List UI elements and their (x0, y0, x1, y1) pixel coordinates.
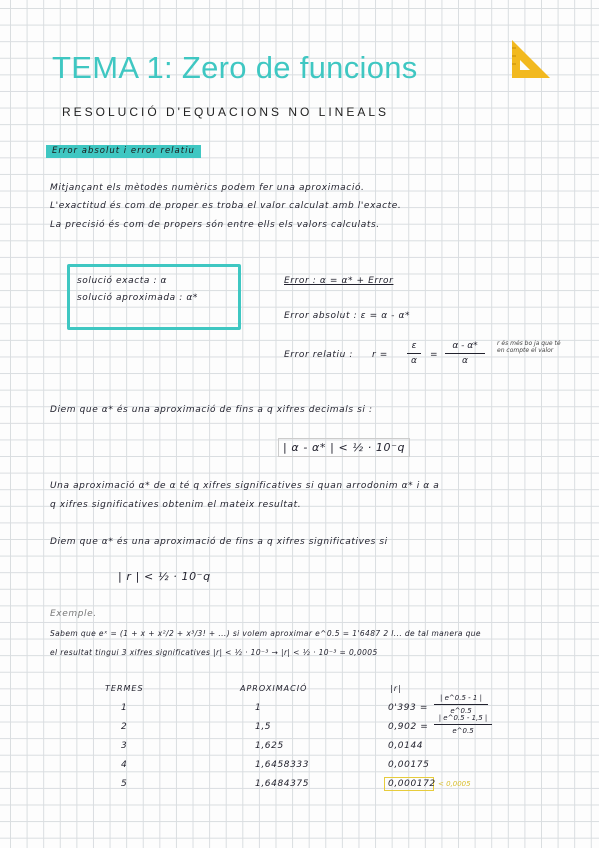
example-label: Exemple. (50, 609, 97, 619)
threshold-note: < 0,0005 (438, 780, 471, 788)
error-definition: Error : α = α* + Error (284, 276, 394, 286)
row-1-formula-num: | e^0.5 - 1 | (440, 694, 482, 702)
relative-error-equals: = (430, 350, 439, 360)
table-header-r: |r| (390, 684, 402, 693)
subtitle: RESOLUCIÓ D'EQUACIONS NO LINEALS (62, 105, 390, 119)
absolute-error: Error absolut : ε = α - α* (284, 311, 411, 321)
table-row-2-aprox: 1,5 (255, 722, 272, 732)
example-line-2: el resultat tingui 3 xifres significatives |r| < ½ · 10⁻³ → |r| < ½ · 10⁻³ = 0,0005 (50, 648, 378, 657)
table-row-3-r: 0,0144 (388, 741, 424, 751)
fraction-denominator: α (407, 353, 421, 366)
approx-solution: solució aproximada : α* (77, 293, 198, 303)
table-row-4-r: 0,00175 (388, 760, 430, 770)
relative-error-r: r = (372, 350, 388, 360)
table-row-2-termes: 2 (121, 722, 128, 732)
row-2-formula-den: e^0.5 (434, 724, 492, 735)
relative-error-fraction-2 (445, 341, 485, 366)
intro-line-2: L'exactitud és com de proper es troba el valor calculat amb l'exacte. (50, 201, 402, 211)
significant-line-1: Una aproximació α* de α té q xifres significatives si quan arrodonim α* i α a (50, 481, 440, 491)
table-row-4-termes: 4 (121, 760, 128, 770)
table-row-1-r: 0'393 = (388, 703, 428, 713)
table-row-1-aprox: 1 (255, 703, 262, 713)
significant-line-2: q xifres significatives obtenim el mateix resultat. (50, 500, 302, 510)
relative-error-note: r és més bo ja que té en compte el valor (497, 340, 561, 354)
significant-formula: | r | < ½ · 10⁻q (118, 570, 211, 583)
section-heading: Error absolut i error relatiu (46, 145, 201, 158)
relative-error-label: Error relatiu : (284, 350, 354, 360)
table-row-1-termes: 1 (121, 703, 128, 713)
exact-solution: solució exacta : α (77, 276, 168, 286)
table-row-5-termes: 5 (121, 779, 128, 789)
row-2-formula (434, 714, 492, 735)
relative-error-fraction (407, 341, 421, 366)
intro-line-3: La precisió és com de propers són entre ells els valors calculats. (50, 220, 380, 230)
row-1-formula-den: e^0.5 (434, 704, 488, 715)
fraction-numerator-2: α - α* (452, 341, 478, 351)
intro-line-1: Mitjançant els mètodes numèrics podem fer una aproximació. (50, 183, 365, 193)
row-1-formula (434, 694, 488, 715)
triangle-ruler-icon (508, 38, 552, 82)
table-row-5-r: 0,000172 (388, 779, 436, 789)
fraction-numerator: ε (411, 341, 417, 351)
decimals-formula: | α - α* | < ½ · 10⁻q (278, 438, 410, 457)
table-row-4-aprox: 1,6458333 (255, 760, 310, 770)
row-2-formula-num: | e^0.5 - 1,5 | (438, 714, 488, 722)
table-header-aproximacio: APROXIMACIÓ (240, 684, 308, 693)
page-title: TEMA 1: Zero de funcions (52, 50, 418, 85)
table-header-termes: TERMES (105, 684, 144, 693)
example-line-1: Sabem que eˣ = (1 + x + x²/2 + x³/3! + ...) si volem aproximar e^0.5 = 1'6487 2 l... de tal manera que (50, 629, 481, 638)
table-row-3-termes: 3 (121, 741, 128, 751)
fraction-denominator-2: α (445, 353, 485, 366)
decimals-definition: Diem que α* és una aproximació de fins a q xifres decimals si : (50, 405, 373, 415)
table-row-2-r: 0,902 = (388, 722, 429, 732)
table-row-3-aprox: 1,625 (255, 741, 284, 751)
significant-line-3: Diem que α* és una aproximació de fins a q xifres significatives si (50, 537, 388, 547)
table-row-5-aprox: 1,6484375 (255, 779, 310, 789)
